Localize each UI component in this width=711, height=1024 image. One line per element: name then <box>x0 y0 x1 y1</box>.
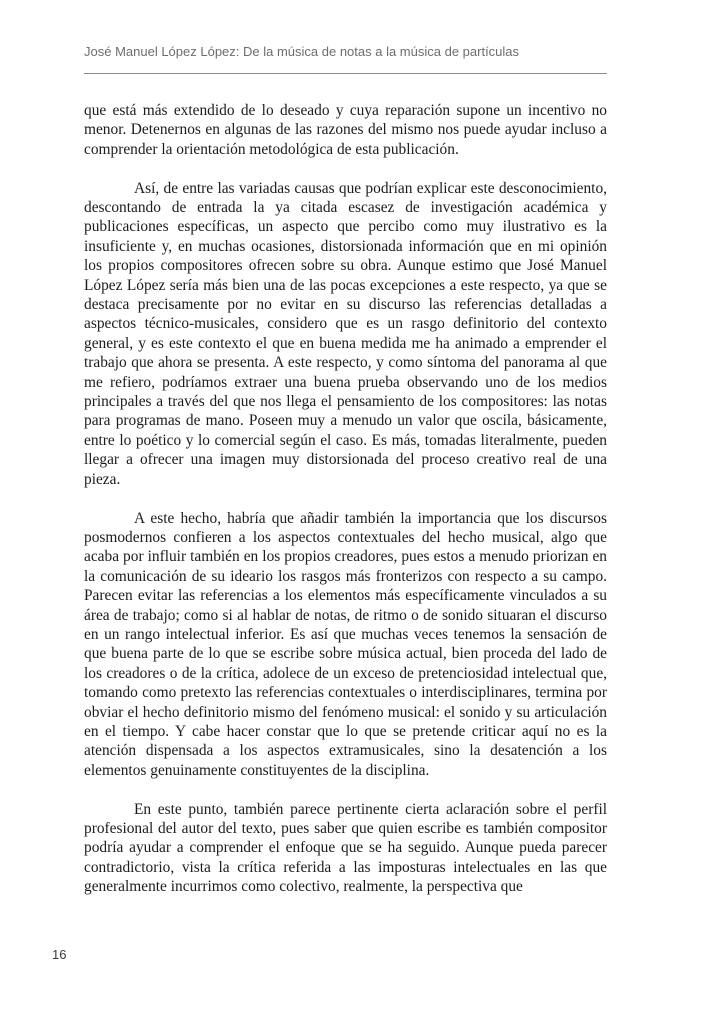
running-header: José Manuel López López: De la música de notas a la música de partículas <box>84 44 520 59</box>
paragraph-continuation: que está más extendido de lo deseado y cuya reparación supone un incentivo no menor. Detenernos en algunas de las razones del mismo nos puede ayudar incluso a comprender la orientación metodológica de esta publicación. <box>84 102 607 158</box>
paragraph: Así, de entre las variadas causas que podrían explicar este desconocimiento, descontando de entrada la ya citada escasez de investigación académica y publicaciones específicas, un aspecto que percibo como muy ilustrativo es la insuficiente y, en muchas ocasiones, distorsionada información que en mi opinión los propios compositores ofrecen sobre su obra. Aunque estimo que José Manuel López López sería más bien una de las pocas excepciones a este respecto, ya que se destaca precisamente por no evitar en su discurso las referencias detalladas a aspectos técnico-musicales, considero que es un rasgo definitorio del contexto general, y es este contexto el que en buena medida me ha animado a emprender el trabajo que ahora se presenta. A este respecto, y como síntoma del panorama al que me refiero, podríamos extraer una buena prueba observando uno de los medios principales a través del que nos llega el pensamiento de los compositores: las notas para programas de mano. Poseen muy a menudo un valor que oscila, básicamente, entre lo poético y lo comercial según el caso. Es más, tomadas literalmente, pueden llegar a ofrecer una imagen muy distorsionada del proceso creativo real de una pieza. <box>84 179 607 488</box>
header-divider <box>84 73 607 74</box>
paragraph: A este hecho, habría que añadir también la importancia que los discursos posmodernos confieren a los aspectos contextuales del hecho musical, algo que acaba por influir también en los propios creadores, pues estos a menudo priorizan en la comunicación de su ideario los rasgos más fronterizos con respecto a su campo. Parecen evitar las referencias a los elementos más específicamente vinculados a su área de trabajo; como si al hablar de notas, de ritmo o de sonido situaran el discurso en un rango intelectual inferior. Es así que muchas veces tenemos la sensación de que buena parte de lo que se escribe sobre música actual, bien proceda del lado de los creadores o de la crítica, adolece de un exceso de pretenciosidad intelectual que, tomando como pretexto las referencias contextuales o interdisciplinares, termina por obviar el hecho definitorio mismo del fenómeno musical: el sonido y su articulación en el tiempo. Y cabe hacer constar que lo que se pretende criticar aquí no es la atención dispensada a los aspectos extramusicales, sino la desatención a los elementos genuinamente constituyentes de la disciplina. <box>84 509 607 779</box>
page-number: 16 <box>52 947 67 962</box>
paragraph: En este punto, también parece pertinente cierta aclaración sobre el perfil profesional del autor del texto, pues saber que quien escribe es también compositor podría ayudar a comprender el enfoque que se ha seguido. Aunque pueda parecer contradictorio, vista la crítica referida a las imposturas intelectuales en las que generalmente incurrimos como colectivo, realmente, la perspectiva que <box>84 800 607 896</box>
page-body <box>84 101 607 916</box>
